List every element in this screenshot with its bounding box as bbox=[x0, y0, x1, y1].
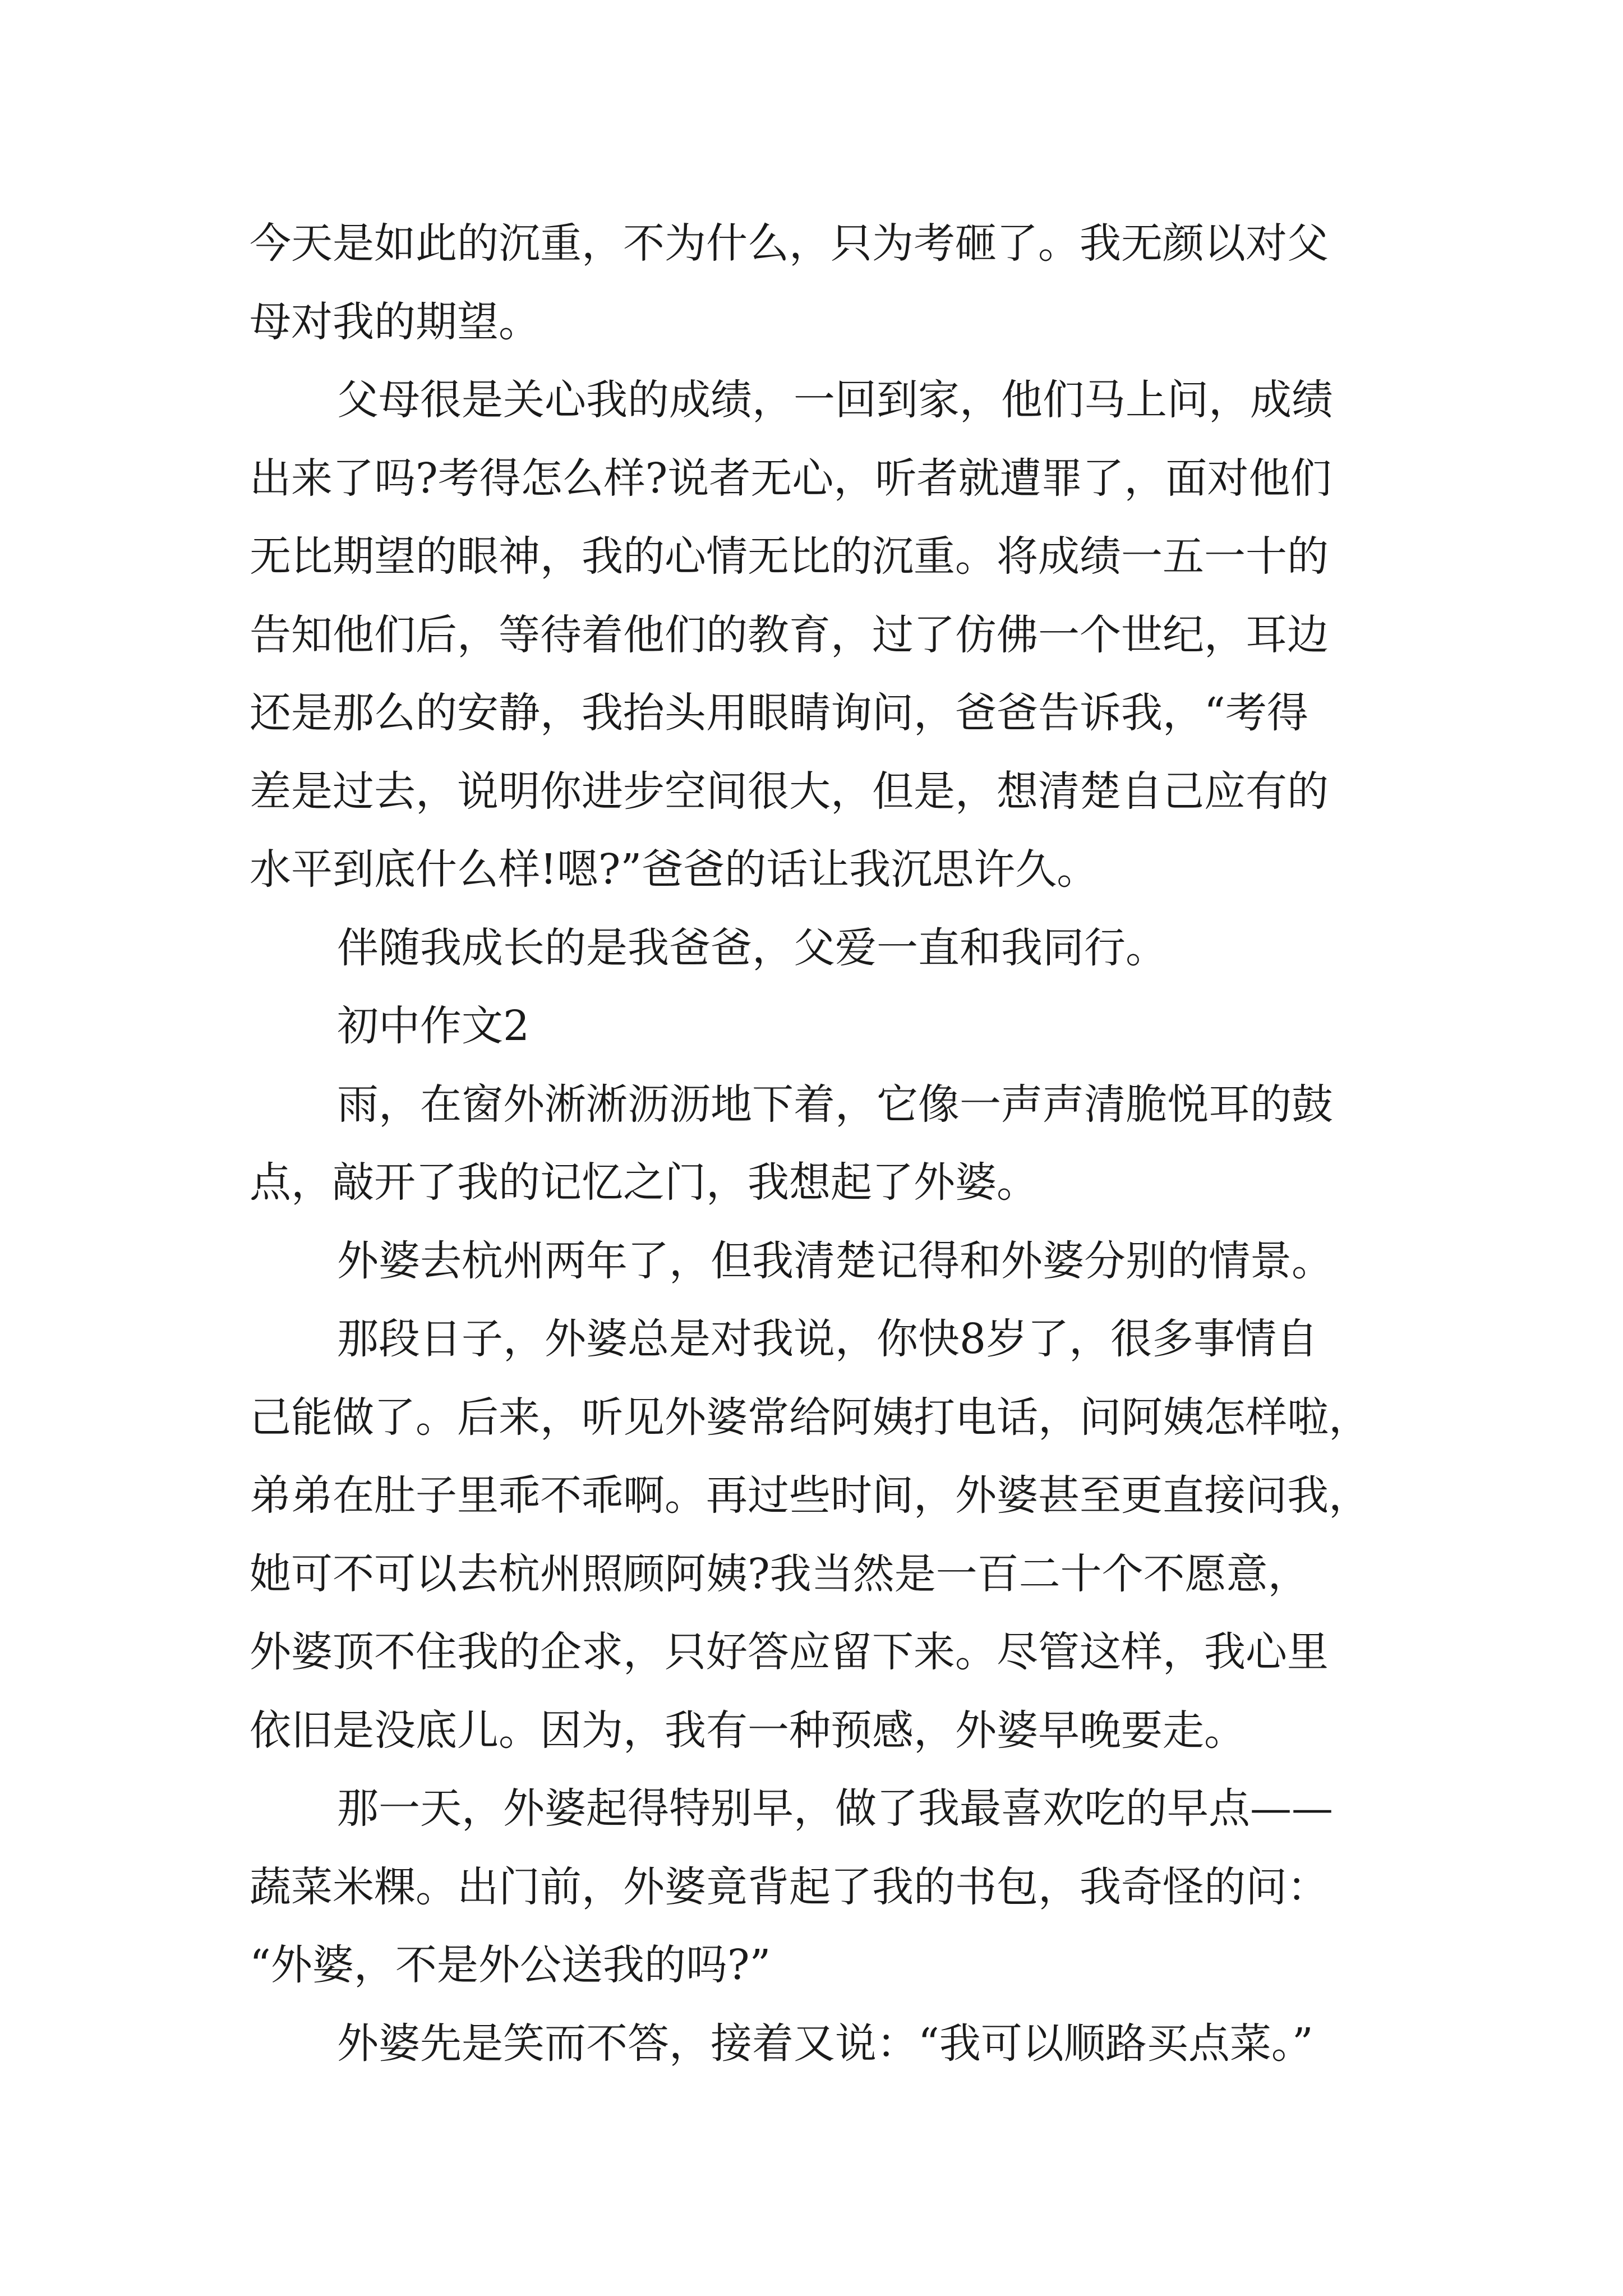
paragraph-start-line: 雨，在窗外淅淅沥沥地下着，它像一声声清脆悦耳的鼓 bbox=[337, 1080, 1333, 1129]
text-line: “外婆，不是外公送我的吗?” bbox=[250, 1941, 771, 1989]
text-line: 今天是如此的沉重，不为什么，只为考砸了。我无颜以对父 bbox=[250, 219, 1329, 268]
paragraph-start-line: 父母很是关心我的成绩，一回到家，他们马上问，成绩 bbox=[337, 376, 1333, 424]
paragraph-start-line: 伴随我成长的是我爸爸，父爱一直和我同行。 bbox=[337, 923, 1167, 972]
essay-heading: 初中作文2 bbox=[337, 1002, 530, 1050]
text-line: 外婆顶不住我的企求，只好答应留下来。尽管这样，我心里 bbox=[250, 1628, 1329, 1676]
text-line: 蔬菜米粿。出门前，外婆竟背起了我的书包，我奇怪的问： bbox=[250, 1862, 1329, 1911]
paragraph-start-line: 那一天，外婆起得特别早，做了我最喜欢吃的早点—— bbox=[337, 1784, 1333, 1833]
text-line: 告知他们后，等待着他们的教育，过了仿佛一个世纪，耳边 bbox=[250, 610, 1329, 659]
text-line: 水平到底什么样!嗯?”爸爸的话让我沉思许久。 bbox=[250, 845, 1099, 894]
text-line: 己能做了。后来，听见外婆常给阿姨打电话，问阿姨怎样啦， bbox=[250, 1393, 1370, 1442]
text-line: 点，敲开了我的记忆之门，我想起了外婆。 bbox=[250, 1158, 1038, 1207]
text-line: 还是那么的安静，我抬头用眼睛询问，爸爸告诉我，“考得 bbox=[250, 689, 1308, 737]
paragraph-start-line: 外婆先是笑而不答，接着又说：“我可以顺路买点菜。” bbox=[337, 2019, 1313, 2068]
text-line: 母对我的期望。 bbox=[250, 297, 540, 346]
paragraph-start-line: 那段日子，外婆总是对我说，你快8岁了，很多事情自 bbox=[337, 1315, 1318, 1363]
body-text bbox=[250, 205, 1405, 2083]
text-line: 出来了吗?考得怎么样?说者无心，听者就遭罪了，面对他们 bbox=[250, 454, 1332, 503]
paragraph-start-line: 外婆去杭州两年了，但我清楚记得和外婆分别的情景。 bbox=[337, 1236, 1333, 1285]
text-line: 弟弟在肚子里乖不乖啊。再过些时间，外婆甚至更直接问我， bbox=[250, 1471, 1370, 1520]
text-line: 依旧是没底儿。因为，我有一种预感，外婆早晚要走。 bbox=[250, 1706, 1246, 1755]
text-line: 无比期望的眼神，我的心情无比的沉重。将成绩一五一十的 bbox=[250, 532, 1329, 581]
text-line: 差是过去，说明你进步空间很大，但是，想清楚自己应有的 bbox=[250, 767, 1329, 816]
text-line: 她可不可以去杭州照顾阿姨?我当然是一百二十个不愿意， bbox=[250, 1549, 1310, 1598]
